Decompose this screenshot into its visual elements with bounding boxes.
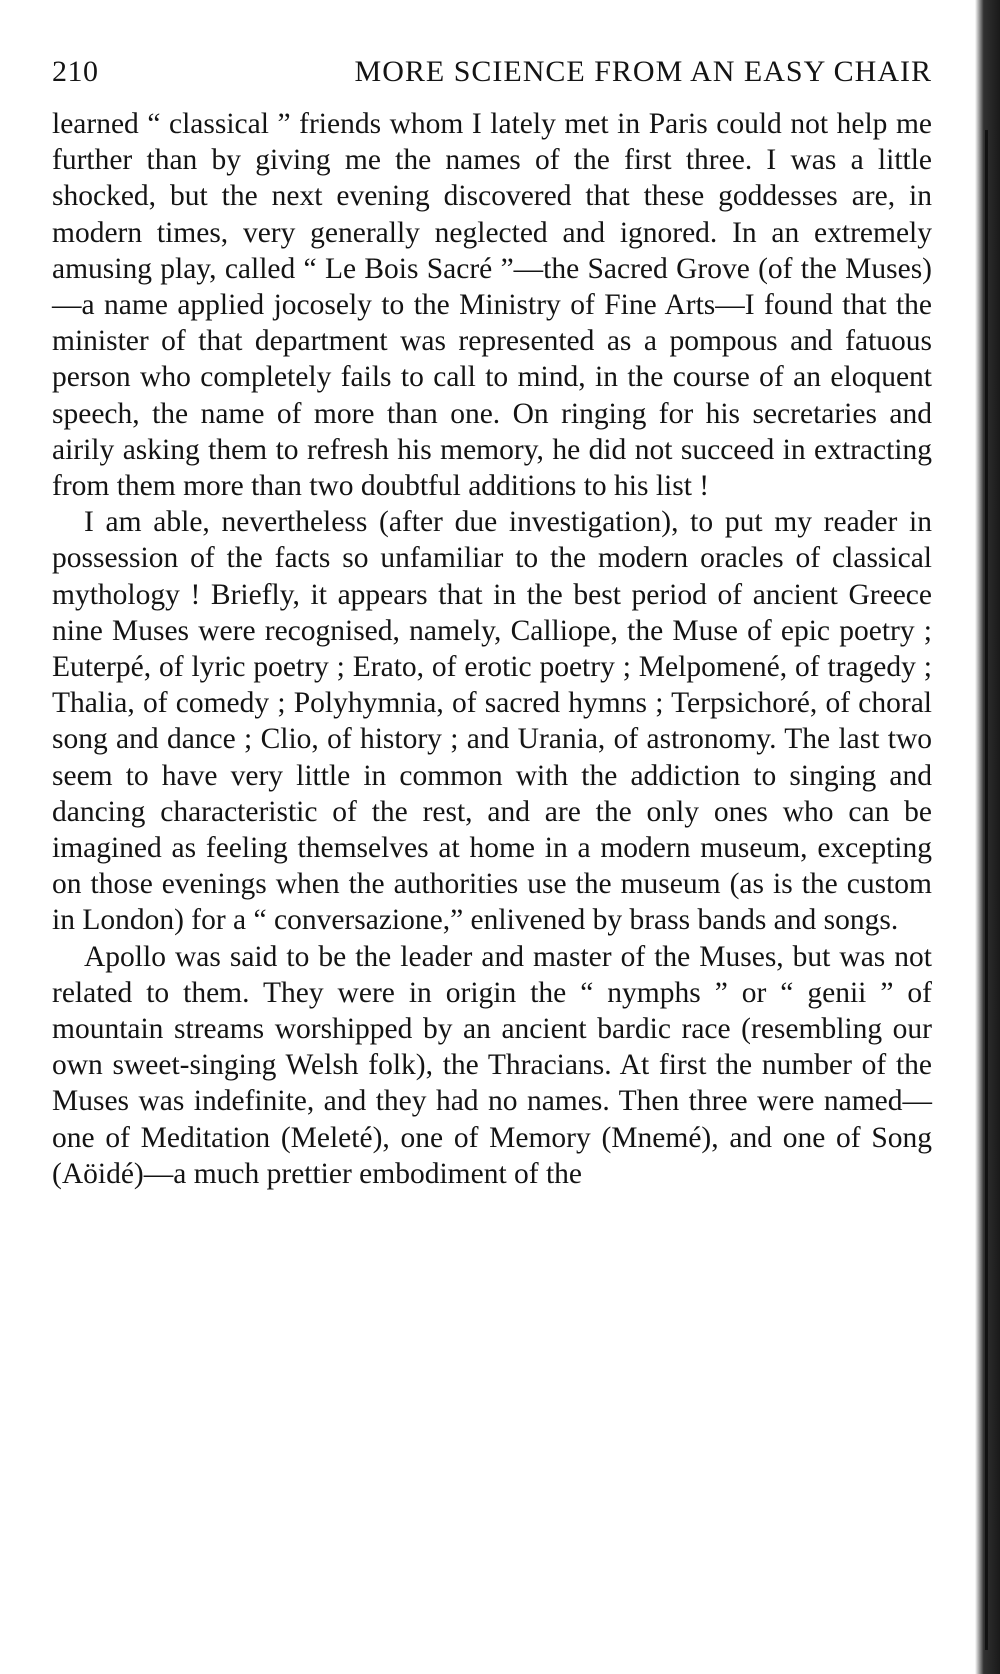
paragraph-apollo: Apollo was said to be the leader and master of the Muses, but was not related to them. They were in origin the “ nymphs ” or “ genii ” of mountain streams worshipped by an ancient bardic race (resembling our own sweet-singing Welsh folk), the Thracians. At first the number of the Muses was indefinite, and they had no names. Then three were named—one of Meditation (Meleté), one of Memory (Mnemé), and one of Song (Aöidé)—a much prettier embodiment of the xyxy=(52,940,932,1190)
running-title: MORE SCIENCE FROM AN EASY CHAIR xyxy=(354,55,932,88)
body-text xyxy=(52,106,932,1192)
page-number: 210 xyxy=(52,55,99,88)
scan-gutter-line xyxy=(985,130,988,1650)
running-header xyxy=(52,55,932,99)
paragraph-muses-list: I am able, nevertheless (after due investigation), to put my reader in possession of the facts so unfamiliar to the modern oracles of classical mythology ! Briefly, it appears that in the best period of ancient Greece nine Muses were recognised, namely, Calliope, the Muse of epic poetry ; Euterpé, of lyric poetry ; Erato, of erotic poetry ; Melpomené, of tragedy ; Thalia, of comedy ; Polyhymnia, of sacred hymns ; Terpsichoré, of choral song and dance ; Clio, of history ; and Urania, of astronomy. The last two seem to have very little in common with the addiction to singing and dancing characteristic of the rest, and are the only ones who can be imagined as feeling themselves at home in a modern museum, excepting on those evenings when the authorities use the museum (as is the custom in London) for a “ conversazione,” enlivened by brass bands and songs. xyxy=(52,506,932,937)
paragraph-continued: learned “ classical ” friends whom I lately met in Paris could not help me further than by giving me the names of the first three. I was a little shocked, but the next evening discovered that these goddesses are, in modern times, very generally neglected and ignored. In an extremely amusing play, called “ Le Bois Sacré ”—the Sacred Grove (of the Muses)—a name applied jocosely to the Ministry of Fine Arts—I found that the minister of that department was represented as a pompous and fatuous person who completely fails to call to mind, in the course of an eloquent speech, the name of more than one. On ringing for his secretaries and airily asking them to refresh his memory, he did not succeed in extracting from them more than two doubtful additions to his list ! xyxy=(52,108,932,503)
